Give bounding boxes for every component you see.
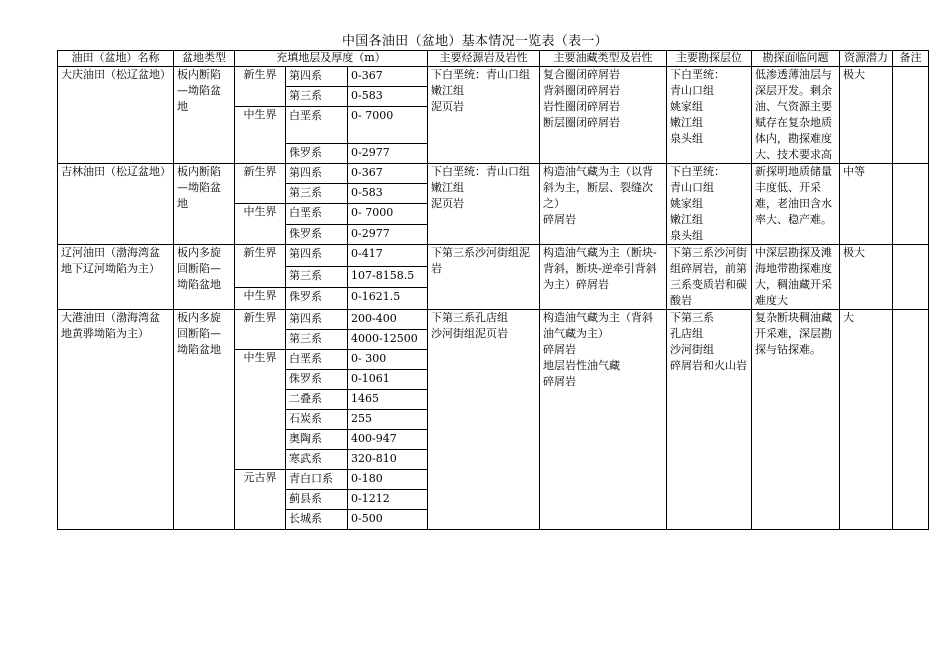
table-row	[58, 310, 929, 330]
exploration-layers-cell-line: 下第三系沙河街组碎屑岩，前第三系变质岩和碳酸岩	[670, 246, 747, 307]
era-cell: 新生界	[235, 245, 286, 288]
thickness-cell: 255	[348, 410, 428, 430]
system-cell: 青白口系	[286, 470, 348, 490]
exploration-layers-cell-line: 泉头组	[670, 132, 703, 145]
thickness-cell: 0-2977	[348, 225, 428, 245]
source-rock-cell-line: 嫩江组	[431, 84, 464, 97]
header-remarks: 备注	[893, 51, 929, 67]
exploration-layers-cell-line: 嫩江组	[670, 213, 703, 226]
header-fill-strata: 充填地层及厚度（m）	[235, 51, 428, 67]
reservoir-type-cell-line: 构造油气藏为主（断块-背斜，断块-逆牵引背斜为主）碎屑岩	[543, 246, 657, 291]
reservoir-type-cell-line: 构造油气藏为主（背斜油气藏为主）	[543, 311, 653, 340]
system-cell: 寒武系	[286, 450, 348, 470]
source-rock-cell-line: 泥页岩	[431, 197, 464, 210]
system-cell: 第三系	[286, 266, 348, 288]
reservoir-type-cell-line: 碎屑岩	[543, 375, 576, 388]
thickness-cell: 0-367	[348, 164, 428, 184]
problems-cell: 新探明地质储量丰度低、开采难，老油田含水率大、稳产难。	[752, 164, 840, 245]
reservoir-type-cell	[540, 67, 667, 164]
era-cell: 新生界	[235, 164, 286, 204]
oilfield-summary-table	[57, 50, 929, 530]
reservoir-type-cell-line: 断层圈闭碎屑岩	[543, 116, 620, 129]
thickness-cell: 0-1621.5	[348, 288, 428, 310]
system-cell: 白垩系	[286, 204, 348, 225]
exploration-layers-cell-line: 下白垩统：	[670, 68, 725, 81]
era-cell: 新生界	[235, 310, 286, 350]
exploration-layers-cell-line: 碎屑岩和火山岩	[670, 359, 747, 372]
exploration-layers-cell-line: 姚家组	[670, 197, 703, 210]
source-rock-cell-line: 下第三系孔店组	[431, 311, 508, 324]
exploration-layers-cell-line: 沙河街组	[670, 343, 714, 356]
era-cell: 中生界	[235, 204, 286, 245]
basin-type: 板内断陷—坳陷盆地	[174, 67, 235, 164]
source-rock-cell-line: 下白垩统：青山口组	[431, 68, 530, 81]
thickness-cell: 0-2977	[348, 144, 428, 164]
header-problems: 勘探面临问题	[752, 51, 840, 67]
system-cell: 第四系	[286, 245, 348, 267]
table-row	[58, 245, 929, 267]
exploration-layers-cell-line: 青山口组	[670, 181, 714, 194]
system-cell: 白垩系	[286, 107, 348, 144]
thickness-cell: 200-400	[348, 310, 428, 330]
thickness-cell: 0-417	[348, 245, 428, 267]
thickness-cell: 107-8158.5	[348, 266, 428, 288]
reservoir-type-cell	[540, 245, 667, 310]
source-rock-cell	[428, 245, 540, 310]
remarks-cell	[893, 310, 929, 530]
exploration-layers-cell-line: 孔店组	[670, 327, 703, 340]
basin-type: 板内多旋回断陷—坳陷盆地	[174, 245, 235, 310]
reservoir-type-cell	[540, 310, 667, 530]
header-exploration-layers: 主要勘探层位	[667, 51, 752, 67]
thickness-cell: 0-500	[348, 510, 428, 530]
thickness-cell: 4000-12500	[348, 330, 428, 350]
potential-cell: 大	[840, 310, 893, 530]
source-rock-cell-line: 沙河街组泥页岩	[431, 327, 508, 340]
header-reservoir-type: 主要油藏类型及岩性	[540, 51, 667, 67]
exploration-layers-cell	[667, 245, 752, 310]
source-rock-cell	[428, 310, 540, 530]
system-cell: 第四系	[286, 164, 348, 184]
system-cell: 侏罗系	[286, 288, 348, 310]
era-cell: 中生界	[235, 288, 286, 310]
source-rock-cell-line: 泥页岩	[431, 100, 464, 113]
system-cell: 侏罗系	[286, 144, 348, 164]
source-rock-cell-line: 下第三系沙河街组泥岩	[431, 246, 530, 275]
system-cell: 石炭系	[286, 410, 348, 430]
potential-cell: 中等	[840, 164, 893, 245]
remarks-cell	[893, 164, 929, 245]
era-cell: 新生界	[235, 67, 286, 107]
system-cell: 第三系	[286, 330, 348, 350]
table-row	[58, 164, 929, 184]
oilfield-name: 大庆油田（松辽盆地）	[58, 67, 174, 164]
basin-type: 板内断陷—坳陷盆地	[174, 164, 235, 245]
header-oilfield: 油田（盆地）名称	[58, 51, 174, 67]
source-rock-cell-line: 嫩江组	[431, 181, 464, 194]
exploration-layers-cell	[667, 67, 752, 164]
thickness-cell: 0-583	[348, 87, 428, 107]
thickness-cell: 400-947	[348, 430, 428, 450]
reservoir-type-cell	[540, 164, 667, 245]
reservoir-type-cell-line: 碎屑岩	[543, 213, 576, 226]
system-cell: 二叠系	[286, 390, 348, 410]
thickness-cell: 0- 7000	[348, 204, 428, 225]
remarks-cell	[893, 245, 929, 310]
reservoir-type-cell-line: 岩性圈闭碎屑岩	[543, 100, 620, 113]
thickness-cell: 0-180	[348, 470, 428, 490]
oilfield-name: 辽河油田（渤海湾盆地下辽河坳陷为主）	[58, 245, 174, 310]
thickness-cell: 0-1212	[348, 490, 428, 510]
basin-type: 板内多旋回断陷—坳陷盆地	[174, 310, 235, 530]
system-cell: 侏罗系	[286, 225, 348, 245]
source-rock-cell-line: 下白垩统：青山口组	[431, 165, 530, 178]
thickness-cell: 0-1061	[348, 370, 428, 390]
header-source-rock: 主要烃源岩及岩性	[428, 51, 540, 67]
thickness-cell: 0-367	[348, 67, 428, 87]
table-body	[58, 67, 929, 530]
thickness-cell: 320-810	[348, 450, 428, 470]
thickness-cell: 1465	[348, 390, 428, 410]
system-cell: 蓟县系	[286, 490, 348, 510]
thickness-cell: 0- 7000	[348, 107, 428, 144]
exploration-layers-cell-line: 姚家组	[670, 100, 703, 113]
source-rock-cell	[428, 164, 540, 245]
thickness-cell: 0- 300	[348, 350, 428, 370]
system-cell: 第三系	[286, 87, 348, 107]
problems-cell: 低渗透薄油层与深层开发。剩余油、气资源主要赋存在复杂地质体内，勘探难度大、技术要求高	[752, 67, 840, 164]
table-row	[58, 67, 929, 87]
header-basin-type: 盆地类型	[174, 51, 235, 67]
problems-cell: 中深层勘探及滩海地带勘探难度大，稠油藏开采难度大	[752, 245, 840, 310]
reservoir-type-cell-line: 背斜圈闭碎屑岩	[543, 84, 620, 97]
era-cell: 中生界	[235, 107, 286, 164]
exploration-layers-cell	[667, 164, 752, 245]
remarks-cell	[893, 67, 929, 164]
oilfield-name: 吉林油田（松辽盆地）	[58, 164, 174, 245]
exploration-layers-cell-line: 嫩江组	[670, 116, 703, 129]
exploration-layers-cell-line: 泉头组	[670, 229, 703, 242]
exploration-layers-cell-line: 下白垩统：	[670, 165, 725, 178]
system-cell: 第四系	[286, 310, 348, 330]
exploration-layers-cell-line: 下第三系	[670, 311, 714, 324]
page-title: 中国各油田（盆地）基本情况一览表（表一）	[341, 34, 608, 49]
era-cell: 元古界	[235, 470, 286, 530]
thickness-cell: 0-583	[348, 184, 428, 204]
potential-cell: 极大	[840, 67, 893, 164]
header-row	[58, 51, 929, 67]
exploration-layers-cell	[667, 310, 752, 530]
header-potential: 资源潜力	[840, 51, 893, 67]
exploration-layers-cell-line: 青山口组	[670, 84, 714, 97]
potential-cell: 极大	[840, 245, 893, 310]
reservoir-type-cell-line: 复合圈闭碎屑岩	[543, 68, 620, 81]
system-cell: 第四系	[286, 67, 348, 87]
system-cell: 白垩系	[286, 350, 348, 370]
system-cell: 第三系	[286, 184, 348, 204]
source-rock-cell	[428, 67, 540, 164]
reservoir-type-cell-line: 碎屑岩	[543, 343, 576, 356]
reservoir-type-cell-line: 构造油气藏为主（以背斜为主，断层、裂缝次之）	[543, 165, 653, 210]
era-cell: 中生界	[235, 350, 286, 470]
oilfield-name: 大港油田（渤海湾盆地黄骅坳陷为主）	[58, 310, 174, 530]
problems-cell: 复杂断块稠油藏开采难，深层勘探与钻探难。	[752, 310, 840, 530]
system-cell: 奥陶系	[286, 430, 348, 450]
system-cell: 侏罗系	[286, 370, 348, 390]
system-cell: 长城系	[286, 510, 348, 530]
reservoir-type-cell-line: 地层岩性油气藏	[543, 359, 620, 372]
